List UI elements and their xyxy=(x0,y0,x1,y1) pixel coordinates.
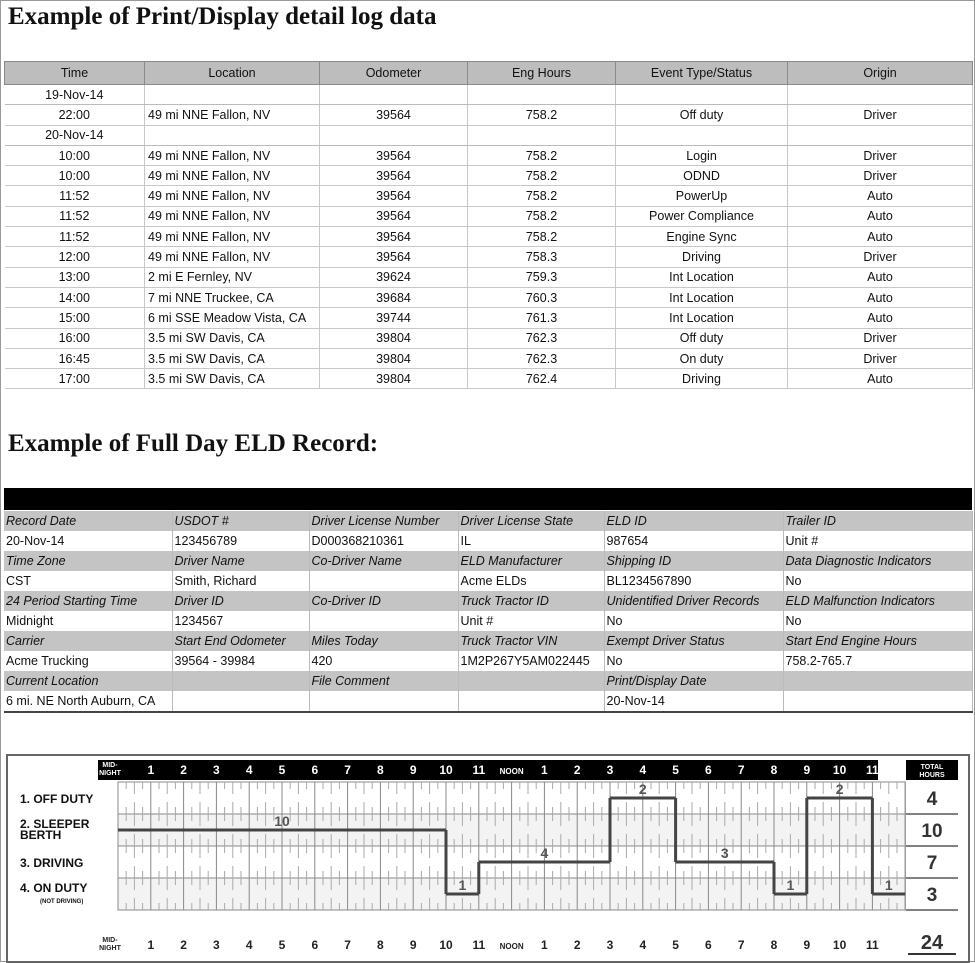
origin-cell: Driver xyxy=(788,166,973,186)
eng-hours-cell: 762.3 xyxy=(468,348,616,368)
date-cell: 20-Nov-14 xyxy=(5,125,145,145)
origin-cell: Auto xyxy=(788,369,973,389)
empty-cell xyxy=(145,125,320,145)
eld-record-table xyxy=(4,511,973,713)
hour-label: 2 xyxy=(573,763,581,777)
eld-label-row xyxy=(4,671,972,691)
segment-duration-label: 1 xyxy=(884,877,893,893)
hour-label: 5 xyxy=(278,763,286,777)
hour-label: 9 xyxy=(803,938,811,952)
event-cell: Off duty xyxy=(616,328,788,348)
hour-label: 9 xyxy=(803,763,811,777)
odometer-cell: 39564 xyxy=(320,247,468,267)
eld-field-value: 420 xyxy=(309,651,458,671)
eld-field-label: Record Date xyxy=(4,511,172,531)
eng-hours-cell: 758.2 xyxy=(468,166,616,186)
hour-label: 8 xyxy=(770,938,778,952)
eld-field-value: No xyxy=(604,611,783,631)
eld-field-label: Start End Engine Hours xyxy=(783,631,972,651)
eld-field-value xyxy=(172,691,309,712)
eld-field-label: USDOT # xyxy=(172,511,309,531)
table-row xyxy=(5,227,973,247)
hour-label: 1 xyxy=(147,938,155,952)
event-cell: Int Location xyxy=(616,287,788,307)
eld-field-label: ELD ID xyxy=(604,511,783,531)
empty-cell xyxy=(616,125,788,145)
location-cell: 3.5 mi SW Davis, CA xyxy=(145,328,320,348)
row-total: 10 xyxy=(921,821,943,842)
duty-status-graph xyxy=(8,756,968,961)
status-row-label: 2. SLEEPER xyxy=(20,817,90,831)
hour-label: NOON xyxy=(499,767,524,776)
hour-label: 2 xyxy=(180,763,187,777)
odometer-cell: 39804 xyxy=(320,369,468,389)
hour-label: 10 xyxy=(439,938,453,952)
column-header: Location xyxy=(145,62,320,85)
detail-log-table xyxy=(4,61,973,389)
eld-field-label: Driver Name xyxy=(172,551,309,571)
table-row xyxy=(5,145,973,165)
total-hours-label: TOTAL xyxy=(920,764,944,771)
eld-value-row xyxy=(4,651,972,671)
event-cell: On duty xyxy=(616,348,788,368)
eld-field-label xyxy=(783,671,972,691)
event-cell: Power Compliance xyxy=(616,206,788,226)
hour-label: 11 xyxy=(866,763,879,777)
eld-field-value: BL1234567890 xyxy=(604,571,783,591)
odometer-cell: 39624 xyxy=(320,267,468,287)
hour-label: 8 xyxy=(770,763,778,777)
date-cell: 19-Nov-14 xyxy=(5,85,145,105)
eld-field-label xyxy=(458,671,604,691)
time-cell: 14:00 xyxy=(5,287,145,307)
status-row-label: (NOT DRIVING) xyxy=(40,899,84,905)
column-header: Odometer xyxy=(320,62,468,85)
eld-field-value: 39564 - 39984 xyxy=(172,651,309,671)
origin-cell: Auto xyxy=(788,287,973,307)
eld-field-label: Co-Driver Name xyxy=(309,551,458,571)
eld-field-value: CST xyxy=(4,571,172,591)
status-row-label: 4. ON DUTY xyxy=(20,881,88,895)
date-row xyxy=(5,85,973,105)
odometer-cell: 39684 xyxy=(320,287,468,307)
segment-duration-label: 10 xyxy=(274,813,290,829)
eld-field-value: 123456789 xyxy=(172,531,309,551)
eld-field-value: 758.2-765.7 xyxy=(783,651,972,671)
duty-status-grid xyxy=(6,754,970,963)
eld-label-row xyxy=(4,551,972,571)
event-cell: Int Location xyxy=(616,308,788,328)
eld-field-value xyxy=(458,691,604,712)
time-cell: 10:00 xyxy=(5,166,145,186)
hour-label: 1 xyxy=(541,763,548,777)
eng-hours-cell: 758.3 xyxy=(468,247,616,267)
eng-hours-cell: 758.2 xyxy=(468,105,616,125)
eld-field-label: Driver License State xyxy=(458,511,604,531)
origin-cell: Driver xyxy=(788,105,973,125)
status-row-label: BERTH xyxy=(20,828,62,842)
hour-label: NIGHT xyxy=(99,945,121,952)
empty-cell xyxy=(788,85,973,105)
eng-hours-cell: 758.2 xyxy=(468,206,616,226)
table-row xyxy=(5,369,973,389)
eld-field-value: Acme ELDs xyxy=(458,571,604,591)
eld-field-label: Data Diagnostic Indicators xyxy=(783,551,972,571)
origin-cell: Driver xyxy=(788,145,973,165)
hour-label: 10 xyxy=(832,938,847,952)
eld-field-value xyxy=(309,611,458,631)
hour-label: 11 xyxy=(472,938,486,952)
eld-field-value: 20-Nov-14 xyxy=(4,531,172,551)
hour-label: 4 xyxy=(245,938,253,952)
eld-field-label: Print/Display Date xyxy=(604,671,783,691)
odometer-cell: 39804 xyxy=(320,328,468,348)
empty-cell xyxy=(468,125,616,145)
odometer-cell: 39804 xyxy=(320,348,468,368)
hour-label: 10 xyxy=(439,763,453,777)
eld-field-label: File Comment xyxy=(309,671,458,691)
hour-label: 9 xyxy=(409,938,417,952)
detail-log-header-row xyxy=(5,62,973,85)
hour-label: 9 xyxy=(409,763,417,777)
eld-field-value: No xyxy=(783,571,972,591)
hour-label: 4 xyxy=(245,763,253,777)
hour-label: 11 xyxy=(866,938,879,952)
hour-label: 5 xyxy=(672,763,679,777)
segment-duration-label: 1 xyxy=(786,877,795,893)
hour-label: 7 xyxy=(344,763,351,777)
hour-label: 4 xyxy=(639,763,647,777)
status-row-label: 3. DRIVING xyxy=(20,856,84,870)
location-cell: 6 mi SSE Meadow Vista, CA xyxy=(145,308,320,328)
eld-value-row xyxy=(4,611,972,631)
empty-cell xyxy=(468,85,616,105)
eld-field-label: Current Location xyxy=(4,671,172,691)
hour-label: NOON xyxy=(499,942,524,951)
location-cell: 49 mi NNE Fallon, NV xyxy=(145,186,320,206)
eng-hours-cell: 758.2 xyxy=(468,145,616,165)
status-row-label: 1. OFF DUTY xyxy=(20,792,94,806)
origin-cell: Auto xyxy=(788,206,973,226)
hour-label: 11 xyxy=(472,763,486,777)
eld-field-value: Unit # xyxy=(783,531,972,551)
event-cell: Int Location xyxy=(616,267,788,287)
eld-record-title: Example of Full Day ELD Record: xyxy=(8,430,379,457)
eld-field-value: No xyxy=(783,611,972,631)
eld-field-value: IL xyxy=(458,531,604,551)
eld-field-value: Acme Trucking xyxy=(4,651,172,671)
eld-field-value: Unit # xyxy=(458,611,604,631)
location-cell: 49 mi NNE Fallon, NV xyxy=(145,166,320,186)
eld-field-label: Trailer ID xyxy=(783,511,972,531)
row-total: 4 xyxy=(926,789,938,810)
segment-duration-label: 1 xyxy=(458,877,467,893)
column-header: Time xyxy=(5,62,145,85)
odometer-cell: 39564 xyxy=(320,227,468,247)
empty-cell xyxy=(788,125,973,145)
eng-hours-cell: 761.3 xyxy=(468,308,616,328)
eld-field-label: Truck Tractor ID xyxy=(458,591,604,611)
time-cell: 15:00 xyxy=(5,308,145,328)
hour-label: 1 xyxy=(147,763,155,777)
eld-field-label: Miles Today xyxy=(309,631,458,651)
eld-value-row xyxy=(4,571,972,591)
grand-total: 24 xyxy=(920,932,944,954)
eld-field-value: Smith, Richard xyxy=(172,571,309,591)
location-cell: 2 mi E Fernley, NV xyxy=(145,267,320,287)
hour-label: 7 xyxy=(737,938,745,952)
hour-label: 7 xyxy=(344,938,351,952)
eld-field-label: Truck Tractor VIN xyxy=(458,631,604,651)
origin-cell: Driver xyxy=(788,348,973,368)
event-cell: Driving xyxy=(616,369,788,389)
eld-field-value: 1234567 xyxy=(172,611,309,631)
eld-field-label: Time Zone xyxy=(4,551,172,571)
origin-cell: Auto xyxy=(788,186,973,206)
time-cell: 10:00 xyxy=(5,145,145,165)
hour-label: 3 xyxy=(213,763,220,777)
column-header: Origin xyxy=(788,62,973,85)
odometer-cell: 39744 xyxy=(320,308,468,328)
eld-field-label: Driver ID xyxy=(172,591,309,611)
eld-field-label xyxy=(172,671,309,691)
table-row xyxy=(5,186,973,206)
eld-field-value: Midnight xyxy=(4,611,172,631)
odometer-cell: 39564 xyxy=(320,166,468,186)
hour-label: 6 xyxy=(705,763,712,777)
row-total: 3 xyxy=(926,885,938,906)
eld-field-value: No xyxy=(604,651,783,671)
hour-label: 2 xyxy=(180,938,187,952)
segment-duration-label: 3 xyxy=(720,845,729,861)
eld-field-label: Shipping ID xyxy=(604,551,783,571)
location-cell: 49 mi NNE Fallon, NV xyxy=(145,145,320,165)
segment-duration-label: 2 xyxy=(638,781,647,797)
event-cell: Off duty xyxy=(616,105,788,125)
table-row xyxy=(5,247,973,267)
time-cell: 11:52 xyxy=(5,206,145,226)
date-row xyxy=(5,125,973,145)
segment-duration-label: 4 xyxy=(540,845,549,861)
eld-field-label: ELD Malfunction Indicators xyxy=(783,591,972,611)
time-cell: 11:52 xyxy=(5,186,145,206)
event-cell: PowerUp xyxy=(616,186,788,206)
hour-label: 6 xyxy=(311,763,319,777)
table-row xyxy=(5,267,973,287)
eld-field-label: Exempt Driver Status xyxy=(604,631,783,651)
hour-label: 2 xyxy=(573,938,581,952)
hour-label: 8 xyxy=(377,763,384,777)
hour-label: 7 xyxy=(737,763,745,777)
location-cell: 3.5 mi SW Davis, CA xyxy=(145,348,320,368)
eng-hours-cell: 758.2 xyxy=(468,186,616,206)
hour-label: 1 xyxy=(541,938,548,952)
empty-cell xyxy=(145,85,320,105)
empty-cell xyxy=(320,125,468,145)
odometer-cell: 39564 xyxy=(320,186,468,206)
eld-value-row xyxy=(4,691,972,712)
eld-value-row xyxy=(4,531,972,551)
table-row xyxy=(5,206,973,226)
origin-cell: Driver xyxy=(788,328,973,348)
event-cell: Login xyxy=(616,145,788,165)
table-row xyxy=(5,348,973,368)
eld-label-row xyxy=(4,591,972,611)
location-cell: 49 mi NNE Fallon, NV xyxy=(145,206,320,226)
origin-cell: Driver xyxy=(788,247,973,267)
location-cell: 49 mi NNE Fallon, NV xyxy=(145,247,320,267)
hour-label: 3 xyxy=(213,938,220,952)
eld-field-label: ELD Manufacturer xyxy=(458,551,604,571)
time-cell: 22:00 xyxy=(5,105,145,125)
eld-field-label: Unidentified Driver Records xyxy=(604,591,783,611)
hour-label: 6 xyxy=(311,938,319,952)
row-total: 7 xyxy=(926,853,938,874)
eld-header-bar xyxy=(4,488,972,510)
eld-field-value: D000368210361 xyxy=(309,531,458,551)
time-cell: 16:45 xyxy=(5,348,145,368)
eng-hours-cell: 762.3 xyxy=(468,328,616,348)
total-hours-label: HOURS xyxy=(919,772,945,779)
origin-cell: Auto xyxy=(788,308,973,328)
time-cell: 17:00 xyxy=(5,369,145,389)
eng-hours-cell: 758.2 xyxy=(468,227,616,247)
odometer-cell: 39564 xyxy=(320,206,468,226)
eng-hours-cell: 762.4 xyxy=(468,369,616,389)
table-row xyxy=(5,328,973,348)
eng-hours-cell: 759.3 xyxy=(468,267,616,287)
column-header: Event Type/Status xyxy=(616,62,788,85)
eld-field-value: 1M2P267Y5AM022445 xyxy=(458,651,604,671)
odometer-cell: 39564 xyxy=(320,105,468,125)
hour-label: NIGHT xyxy=(99,770,121,777)
location-cell: 3.5 mi SW Davis, CA xyxy=(145,369,320,389)
location-cell: 7 mi NNE Truckee, CA xyxy=(145,287,320,307)
hour-label: 10 xyxy=(832,763,847,777)
eld-field-label: 24 Period Starting Time xyxy=(4,591,172,611)
column-header: Eng Hours xyxy=(468,62,616,85)
eld-field-label: Driver License Number xyxy=(309,511,458,531)
hour-label: 6 xyxy=(705,938,712,952)
table-row xyxy=(5,105,973,125)
hour-label: 5 xyxy=(672,938,679,952)
location-cell: 49 mi NNE Fallon, NV xyxy=(145,105,320,125)
empty-cell xyxy=(616,85,788,105)
eld-field-value xyxy=(309,691,458,712)
hour-label: MID- xyxy=(102,762,118,769)
empty-cell xyxy=(320,85,468,105)
eld-field-value: 987654 xyxy=(604,531,783,551)
event-cell: Engine Sync xyxy=(616,227,788,247)
hour-label: MID- xyxy=(102,937,118,944)
eld-label-row xyxy=(4,631,972,651)
hour-label: 3 xyxy=(606,938,614,952)
eng-hours-cell: 760.3 xyxy=(468,287,616,307)
detail-log-title: Example of Print/Display detail log data xyxy=(8,3,437,30)
table-row xyxy=(5,166,973,186)
table-row xyxy=(5,287,973,307)
hour-label: 8 xyxy=(377,938,384,952)
location-cell: 49 mi NNE Fallon, NV xyxy=(145,227,320,247)
eld-field-value: 20-Nov-14 xyxy=(604,691,783,712)
event-cell: ODND xyxy=(616,166,788,186)
eld-label-row xyxy=(4,511,972,531)
hour-label: 4 xyxy=(639,938,647,952)
table-row xyxy=(5,308,973,328)
time-cell: 16:00 xyxy=(5,328,145,348)
eld-field-label: Carrier xyxy=(4,631,172,651)
time-cell: 13:00 xyxy=(5,267,145,287)
odometer-cell: 39564 xyxy=(320,145,468,165)
time-cell: 11:52 xyxy=(5,227,145,247)
origin-cell: Auto xyxy=(788,267,973,287)
eld-field-label: Co-Driver ID xyxy=(309,591,458,611)
event-cell: Driving xyxy=(616,247,788,267)
segment-duration-label: 2 xyxy=(835,781,844,797)
eld-field-label: Start End Odometer xyxy=(172,631,309,651)
eld-field-value: 6 mi. NE North Auburn, CA xyxy=(4,691,172,712)
time-cell: 12:00 xyxy=(5,247,145,267)
hour-label: 3 xyxy=(606,763,614,777)
hour-label: 5 xyxy=(278,938,286,952)
origin-cell: Auto xyxy=(788,227,973,247)
eld-field-value xyxy=(309,571,458,591)
eld-field-value xyxy=(783,691,972,712)
